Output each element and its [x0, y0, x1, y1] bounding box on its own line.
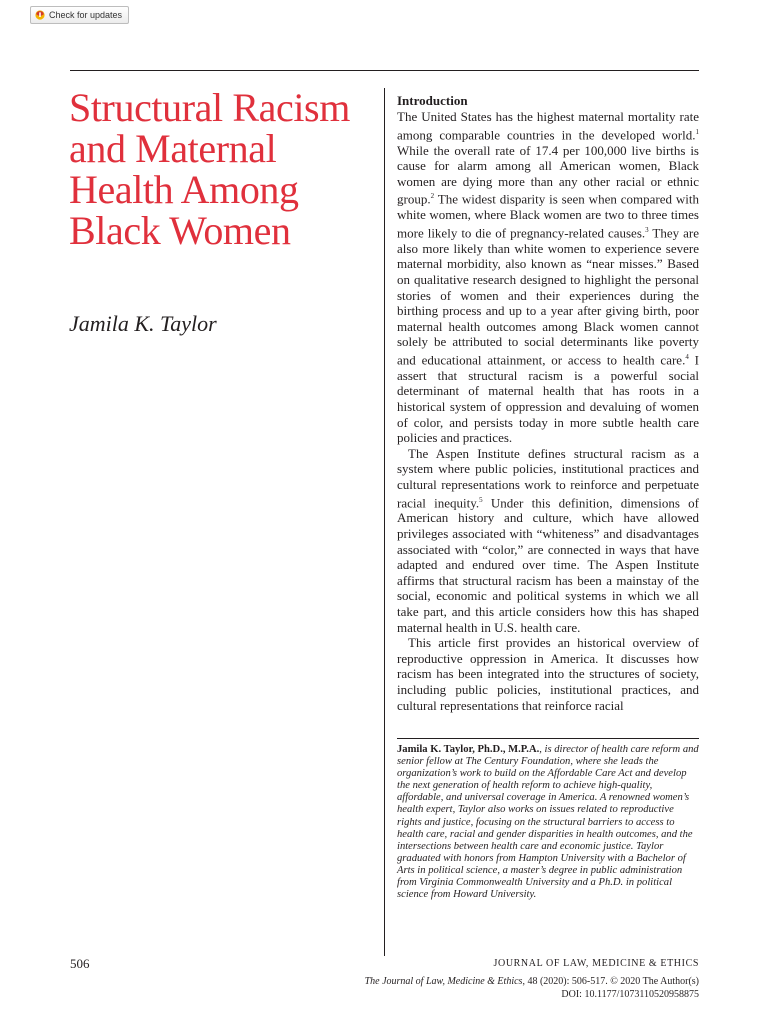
- check-for-updates-button[interactable]: [30, 6, 129, 24]
- top-rule: [70, 70, 699, 71]
- reference-marker: 4: [685, 352, 689, 361]
- reference-marker: 1: [695, 127, 699, 136]
- paragraph-text: The United States has the highest maternal mortality rate among comparable countries in the developed world.: [397, 109, 699, 142]
- paragraph-text: This article first provides an historical overview of reproductive oppression in America. It discusses how racism has been integrated into the structures of society, including public policies, institutional practices, and cultural representations that reinforce racial: [397, 635, 699, 713]
- paragraph-text: The Aspen Institute defines structural racism as a system where public policies, institutional practices and cultural representations work to reinforce and perpetuate racial inequity.: [397, 445, 699, 510]
- article-title: Structural Racism and Maternal Health Among Black Women: [69, 85, 350, 253]
- paragraph-3: [397, 635, 699, 713]
- paragraph-text: Under this definition, dimensions of American history and culture, which have allowed privileges associated with “whiteness” and disadvantages associated with “color,” are connected in ways that have adapted and endured over time. The Aspen Institute affirms that structural racism has been a mainstay of the social, economic and political systems in which we all take part, and this article considers how this has shaped maternal health in U.S. health care.: [397, 494, 699, 635]
- citation-details: , 48 (2020): 506-517. © 2020 The Author(s): [522, 976, 699, 987]
- author-bio: [397, 744, 699, 901]
- page-number: 506: [70, 956, 90, 971]
- footnote-rule: [397, 738, 699, 739]
- reference-marker: 2: [430, 192, 435, 201]
- bio-text: , is director of health care reform and senior fellow at The Century Foundation, where she leads the organization’s work to build on the Affordable Care Act and develop the next generation of health reform to achieve high-quality, affordable, and universal coverage in America. A renowned women’s health expert, Taylor also works on issues related to reproductive rights and justice, focusing on the structural barriers to access to health care, racial and gender disparities in health outcomes, and the intersections between health care and economic justice. Taylor graduated with honors from Hampton University with a Bachelor of Arts in political science, a master’s degree in public administration from Virginia Commonwealth University and a Ph.D. in political science from Howard University.: [397, 744, 699, 901]
- paragraph-text: The widest disparity is seen when compared with white women, where Black women are two to three times more likely to die of pregnancy-related causes.: [397, 191, 699, 241]
- paragraph-2: [397, 446, 699, 635]
- bio-name: Jamila K. Taylor, Ph.D., M.P.A.: [397, 744, 540, 755]
- doi: DOI: 10.1177/1073110520958875: [561, 988, 699, 1000]
- reference-marker: 5: [479, 495, 483, 504]
- paragraph-1: [397, 109, 699, 446]
- citation: [365, 976, 699, 1001]
- check-for-updates-label: Check for updates: [49, 10, 123, 20]
- section-heading: Introduction: [397, 93, 468, 108]
- paragraph-text: I assert that structural racism is a powerful social determinant of maternal health that has roots in a historical system of oppression and devaluing of women of color, and persists today in more subtle health care policies and practices.: [397, 352, 699, 446]
- citation-journal: The Journal of Law, Medicine & Ethics: [364, 976, 523, 987]
- paragraph-text: They are also more likely than white women to experience severe maternal morbidity, also known as “near misses.” Based on qualitative research designed to highlight the personal stories of women and their experiences during the birthing process and up to a year after giving birth, poor maternal health outcomes among Black women cannot solely be attributed to social determinants like poverty and educational attainment, or access to health care.: [397, 225, 699, 368]
- paragraph-text: While the overall rate of 17.4 per 100,000 live births is cause for alarm among all American women, Black women are dying more than any other racial or ethnic group.: [397, 142, 699, 207]
- column-divider: [384, 88, 385, 956]
- article-author: Jamila K. Taylor: [69, 311, 217, 336]
- crossmark-icon: [35, 10, 45, 20]
- reference-marker: 3: [645, 225, 649, 234]
- journal-name: JOURNAL OF LAW, MEDICINE & ETHICS: [493, 958, 699, 969]
- citation-line: [365, 976, 699, 989]
- body-column: [397, 93, 699, 713]
